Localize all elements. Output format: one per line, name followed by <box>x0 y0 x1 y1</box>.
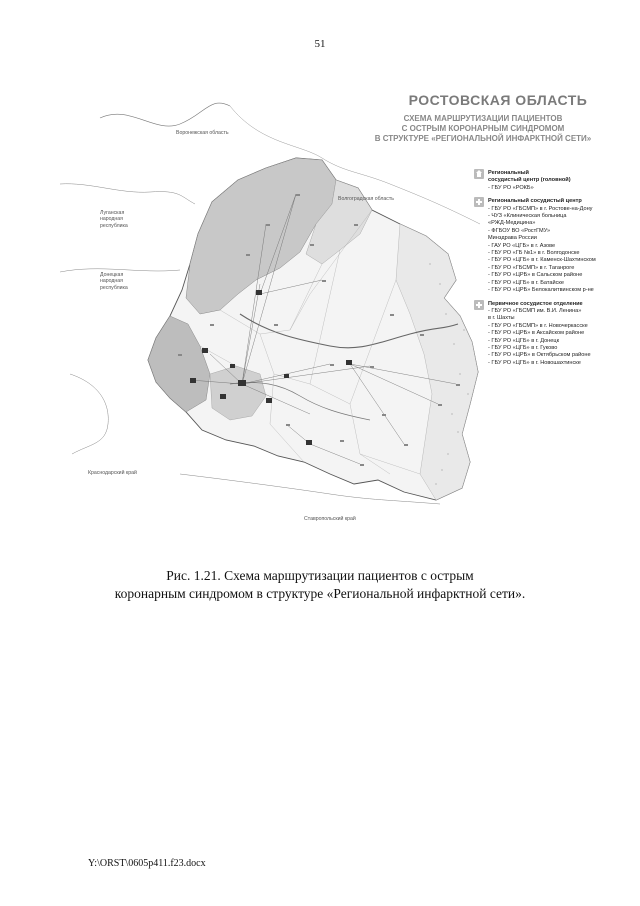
region-label-volgograd: Волгоградская область <box>338 196 394 202</box>
region-label-luhansk: Луганская народная республика <box>100 210 128 229</box>
border-luhansk <box>60 184 195 204</box>
facility-marker <box>284 374 289 378</box>
facility-marker <box>238 380 246 386</box>
sea-coast <box>70 374 108 454</box>
facility-marker <box>306 440 312 445</box>
legend-item: - ФГБОУ ВО «РостГМУ» <box>488 227 551 234</box>
facility-marker <box>256 290 262 295</box>
legend-item: - ГБУ РО «ГБСМП им. В.И. Ленина» <box>488 307 582 314</box>
facility-marker <box>190 378 196 383</box>
facility-marker <box>220 394 226 399</box>
region-label-stavropol: Ставропольский край <box>304 516 356 522</box>
legend-item: - ГБУ РО «ЦРБ» в Аксайском районе <box>488 330 585 337</box>
legend-regional-centers: Региональный сосудистый центр - ГБУ РО «ГБСМП» в г. Ростове-на-Дону - ЧУЗ «Клиническая больница «РЖД-Медицина» - ФГБОУ ВО «РостГМУ» Минздрава России - ГАУ РО «ЦГБ» в г. Азове - ГБУ РО «ГБ №1» в г. Волгодонске - ГБУ РО «ЦГБ» в г. Каменск-Шахтинском - ГБУ РО «ГБСМП» в г. Таганроге - ГБУ РО «ЦРБ» в Сальском районе - ГБУ РО «ЦГБ» в г. Батайске - ГБУ РО «ЦРБ» Белокалитвинском р-не <box>474 198 614 294</box>
legend-item: в г. Шахты <box>488 315 515 322</box>
legend-item: - ГБУ РО «ГБ №1» в г. Волгодонске <box>488 250 580 257</box>
legend-item: - ГБУ РО «ЦГБ» в г. Донецк <box>488 337 560 344</box>
map-subtitle-line: СХЕМА МАРШРУТИЗАЦИИ ПАЦИЕНТОВ <box>403 114 563 123</box>
legend-item: «РЖД-Медицина» <box>488 220 536 227</box>
facility-marker <box>230 364 235 368</box>
hospital-house-icon <box>474 169 484 179</box>
legend-head-center: Региональный сосудистый центр (головной) - ГБУ РО «РОКБ» <box>474 170 614 192</box>
map-subtitle-line: В СТРУКТУРЕ «РЕГИОНАЛЬНОЙ ИНФАРКТНОЙ СЕТИ» <box>374 134 592 143</box>
map-subtitle <box>342 114 624 144</box>
facility-marker <box>202 348 208 353</box>
medical-cross-icon <box>474 300 484 310</box>
legend-item: - ГБУ РО «ЦГБ» в г. Гуково <box>488 344 558 351</box>
caption-line: коронарным синдромом в структуре «Региональной инфарктной сети». <box>114 586 526 601</box>
legend-item: - ГБУ РО «ЦРБ» в Сальском районе <box>488 272 583 279</box>
map-title <box>378 92 618 108</box>
map-subtitle-line: С ОСТРЫМ КОРОНАРНЫМ СИНДРОМОМ <box>401 124 565 133</box>
legend-item: - ГБУ РО «РОКБ» <box>488 184 534 191</box>
legend-item: - ЧУЗ «Клиническая больница <box>488 213 567 220</box>
border-north <box>100 103 230 126</box>
routing-map <box>60 84 620 546</box>
legend-item: - ГБУ РО «ГБСМП» в г. Таганроге <box>488 264 575 271</box>
region-label-krasnodar: Краснодарский край <box>88 470 137 476</box>
map-title-text: РОСТОВСКАЯ ОБЛАСТЬ <box>408 92 588 108</box>
legend-primary-departments: Первичное сосудистое отделение - ГБУ РО «ГБСМП им. В.И. Ленина» в г. Шахты - ГБУ РО «ГБСМП» в г. Новочеркасске - ГБУ РО «ЦРБ» в Аксайском районе - ГБУ РО «ЦГБ» в г. Донецк - ГБУ РО «ЦГБ» в г. Гуково - ГБУ РО «ЦРБ» в Октябрьском районе - ГБУ РО «ЦГБ» в г. Новошахтинске <box>474 301 614 368</box>
region-label-donetsk: Донецкая народная республика <box>100 272 128 291</box>
legend-item: - ГБУ РО «ЦРБ» Белокалитвинском р-не <box>488 287 594 294</box>
legend-item: Минздрава России <box>488 235 537 242</box>
legend-item: - ГБУ РО «ЦГБ» в г. Новошахтинске <box>488 359 581 366</box>
legend-item: - ГБУ РО «ГБСМП» в г. Новочеркасске <box>488 322 588 329</box>
legend-item: - ГБУ РО «ЦГБ» в г. Батайске <box>488 279 565 286</box>
figure-caption <box>0 567 640 603</box>
facility-marker <box>346 360 352 365</box>
document-file-path: Y:\ORST\0605p411.f23.docx <box>88 858 206 869</box>
map-legend <box>474 170 614 373</box>
region-label-voronezh: Воронежская область <box>176 130 229 136</box>
caption-line: Рис. 1.21. Схема маршрутизации пациентов с острым <box>166 568 474 583</box>
page-number: 51 <box>314 38 326 50</box>
legend-item: - ГБУ РО «ЦРБ» в Октябрьском районе <box>488 352 591 359</box>
legend-item: - ГБУ РО «ЦГБ» в г. Каменск-Шахтинском <box>488 257 596 264</box>
legend-item: - ГБУ РО «ГБСМП» в г. Ростове-на-Дону <box>488 205 593 212</box>
legend-item: - ГАУ РО «ЦГБ» в г. Азове <box>488 242 556 249</box>
medical-cross-icon <box>474 197 484 207</box>
facility-marker <box>266 398 272 403</box>
